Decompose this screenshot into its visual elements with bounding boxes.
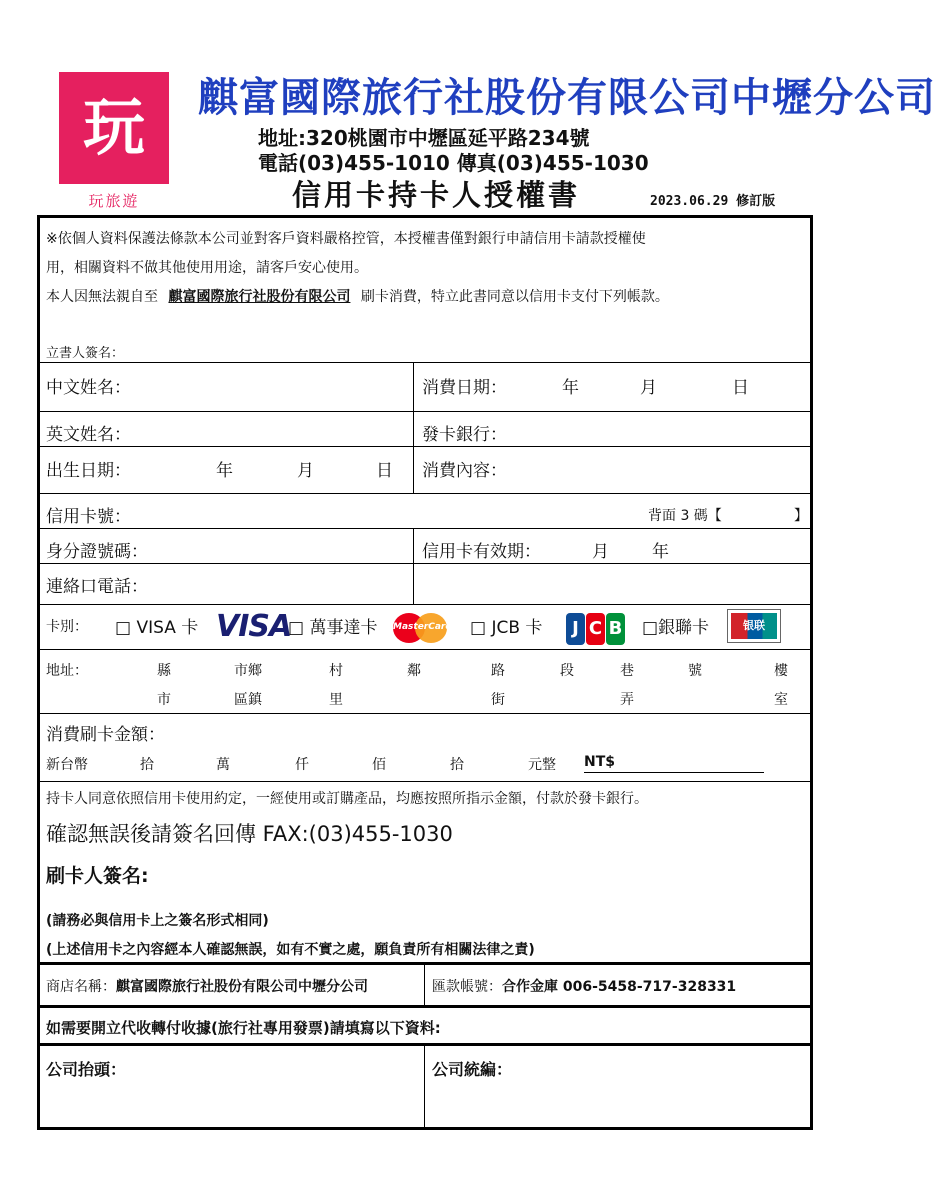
spend-month-label: 月 <box>640 378 657 398</box>
contact-phone-field[interactable]: 連絡口電話： <box>46 577 148 597</box>
signer-label[interactable]: 立書人簽名： <box>46 346 125 361</box>
amount-unit-thousand: 仟 <box>295 757 309 773</box>
address-alley: 弄 <box>620 692 634 708</box>
expiry-year-label: 年 <box>652 542 669 562</box>
amount-label: 消費刷卡金額： <box>46 725 165 745</box>
cvv-close: 】 <box>794 508 808 524</box>
card-number-field[interactable]: 信用卡號： <box>46 507 131 527</box>
spend-day-label: 日 <box>732 378 749 398</box>
address-floor: 樓 <box>774 663 788 679</box>
address-section: 段 <box>560 663 574 679</box>
address-city-town: 市鄉 <box>234 663 262 679</box>
address-village: 村 <box>329 663 343 679</box>
consent-post: 刷卡消費，特立此書同意以信用卡支付下列帳款。 <box>360 289 669 305</box>
logo: 玩 <box>59 72 169 184</box>
store-name-label: 商店名稱： <box>46 979 116 995</box>
cn-name-field[interactable]: 中文姓名： <box>46 378 131 398</box>
amount-nt-underline <box>584 772 764 773</box>
spend-year-label: 年 <box>562 378 579 398</box>
unionpay-logo-icon: 银联 <box>727 609 781 643</box>
address-city: 市 <box>157 692 171 708</box>
cardholder-signature-field[interactable]: 刷卡人簽名: <box>46 865 149 887</box>
address-lane: 巷 <box>620 663 634 679</box>
birth-date-field[interactable]: 出生日期： <box>46 461 131 481</box>
store-name: 麒富國際旅行社股份有限公司中壢分公司 <box>116 979 368 995</box>
company-name: 麒富國際旅行社股份有限公司中壢分公司 <box>198 75 936 121</box>
revision-date: 2023.06.29 修訂版 <box>650 194 776 209</box>
consent-company: 麒富國際旅行社股份有限公司 <box>168 289 351 305</box>
expiry-month-label: 月 <box>592 542 609 562</box>
address-label[interactable]: 地址： <box>46 663 88 679</box>
expiry-field[interactable]: 信用卡有效期： <box>422 542 541 562</box>
address-road: 路 <box>491 663 505 679</box>
company-title-field[interactable]: 公司抬頭： <box>46 1060 127 1079</box>
address-number: 號 <box>688 663 702 679</box>
address-room: 室 <box>774 692 788 708</box>
mastercard-checkbox[interactable]: □ 萬事達卡 <box>288 618 378 638</box>
logo-subtitle: 玩旅遊 <box>88 192 140 210</box>
visa-logo-icon: VISA <box>216 609 292 644</box>
mastercard-logo-icon: MasterCard <box>393 613 447 643</box>
store-name-row <box>46 976 368 996</box>
signature-note: (請務必與信用卡上之簽名形式相同) <box>46 913 269 929</box>
birth-day-label: 日 <box>376 461 393 481</box>
amount-unit-ten-thousand-ten: 拾 <box>140 757 154 773</box>
address-county: 縣 <box>157 663 171 679</box>
en-name-field[interactable]: 英文姓名： <box>46 425 131 445</box>
bank-account-row <box>432 976 736 996</box>
amount-currency: 新台幣 <box>46 757 88 773</box>
spend-content-field[interactable]: 消費內容： <box>422 461 507 481</box>
bank-account-label: 匯款帳號： <box>432 979 502 995</box>
agreement-text: 持卡人同意依照信用卡使用約定，一經使用或訂購產品，均應按照所指示金額，付款於發卡銀行。 <box>46 791 648 807</box>
consent-statement <box>46 286 669 306</box>
address-neighborhood: 鄰 <box>407 663 421 679</box>
document-title: 信用卡持卡人授權書 <box>292 178 581 212</box>
privacy-notice-line2: 用，相關資料不做其他使用用途，請客戶安心使用。 <box>46 260 368 276</box>
company-address: 地址:320桃園市中壢區延平路234號 <box>258 126 590 150</box>
card-type-label: 卡別： <box>46 619 88 635</box>
amount-unit-ten: 拾 <box>450 757 464 773</box>
address-li: 里 <box>329 692 343 708</box>
bank-account: 合作金庫 006-5458-717-328331 <box>502 979 737 995</box>
issuer-bank-field[interactable]: 發卡銀行： <box>422 425 507 445</box>
spend-date-field[interactable]: 消費日期： <box>422 378 507 398</box>
id-number-field[interactable]: 身分證號碼： <box>46 542 148 562</box>
jcb-logo-icon: J C B <box>566 613 626 645</box>
birth-year-label: 年 <box>216 461 233 481</box>
cvv-field[interactable]: 背面 3 碼【 <box>648 508 722 524</box>
unionpay-checkbox[interactable]: □銀聯卡 <box>642 618 710 638</box>
address-district: 區鎮 <box>234 692 262 708</box>
amount-nt-field[interactable]: NT$ <box>584 754 616 770</box>
fax-instruction: 確認無誤後請簽名回傳 FAX:(03)455-1030 <box>46 822 453 846</box>
invoice-title: 如需要開立代收轉付收據(旅行社專用發票)請填寫以下資料: <box>46 1019 441 1037</box>
tax-id-field[interactable]: 公司統編： <box>432 1060 513 1079</box>
amount-unit-ten-thousand: 萬 <box>216 757 230 773</box>
liability-note: (上述信用卡之內容經本人確認無誤，如有不實之處，願負責所有相關法律之責) <box>46 942 535 958</box>
address-street: 街 <box>491 692 505 708</box>
visa-checkbox[interactable]: □ VISA 卡 <box>115 618 199 638</box>
privacy-notice-line1: ※依個人資料保護法條款本公司並對客戶資料嚴格控管，本授權書僅對銀行申請信用卡請款授權使 <box>46 231 646 247</box>
amount-unit-yuan: 元整 <box>528 757 556 773</box>
amount-unit-hundred: 佰 <box>372 757 386 773</box>
birth-month-label: 月 <box>297 461 314 481</box>
company-phone: 電話(03)455-1010 傳真(03)455-1030 <box>258 151 649 175</box>
jcb-checkbox[interactable]: □ JCB 卡 <box>470 618 543 638</box>
consent-pre: 本人因無法親自至 <box>46 289 158 305</box>
